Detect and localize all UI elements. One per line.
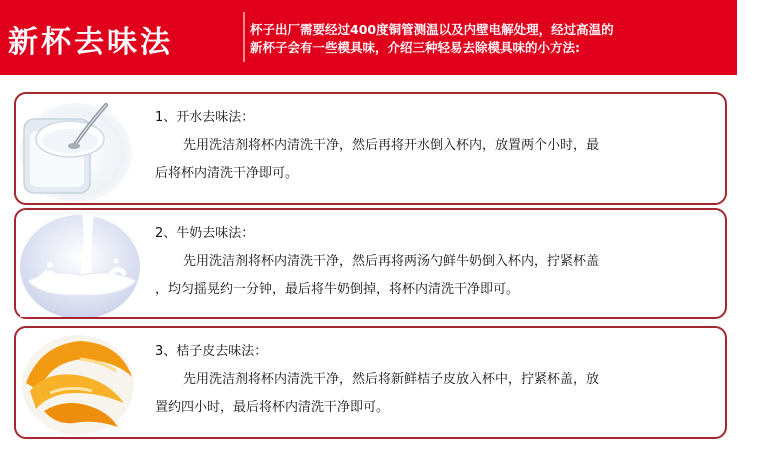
milk-splash-icon: [20, 213, 142, 317]
method-line-1: 先用洗洁剂将杯内清洗干净，然后再将两汤勺鲜牛奶倒入杯内，拧紧杯盖: [183, 254, 600, 269]
method-heading: 1、开水去味法：: [155, 110, 255, 125]
banner-description: [250, 21, 735, 57]
method-line-1: 先用洗洁剂将杯内清洗干净，然后再将开水倒入杯内，放置两个小时，最: [183, 138, 600, 153]
banner-divider: [243, 12, 245, 62]
water-glass-spoon-icon: [20, 97, 142, 201]
method-line-2: 后将杯内清洗干净即可。: [155, 166, 299, 181]
page-title: 新杯去味法: [8, 25, 173, 60]
method-text: [155, 220, 725, 304]
banner-desc-line-2: 新杯子会有一些模具味，介绍三种轻易去除模具味的小方法:: [250, 40, 580, 55]
method-text: [155, 338, 725, 422]
method-card-milk: [14, 208, 727, 319]
method-heading: 2、牛奶去味法：: [155, 226, 255, 241]
method-card-orange-peel: [14, 326, 727, 439]
method-line-2: ，均匀摇晃约一分钟，最后将牛奶倒掉，将杯内清洗干净即可。: [155, 282, 520, 297]
header-banner: [0, 0, 737, 75]
method-line-2: 置约四小时，最后将杯内清洗干净即可。: [155, 400, 390, 415]
method-heading: 3、桔子皮去味法：: [155, 344, 268, 359]
method-text: [155, 104, 725, 188]
orange-peel-icon: [20, 331, 142, 435]
method-card-boiling-water: [14, 92, 727, 205]
banner-desc-line-1: 杯子出厂需要经过400度铜管测温以及内壁电解处理，经过高温的: [250, 22, 614, 37]
method-line-1: 先用洗洁剂将杯内清洗干净，然后将新鲜桔子皮放入杯中，拧紧杯盖，放: [183, 372, 600, 387]
